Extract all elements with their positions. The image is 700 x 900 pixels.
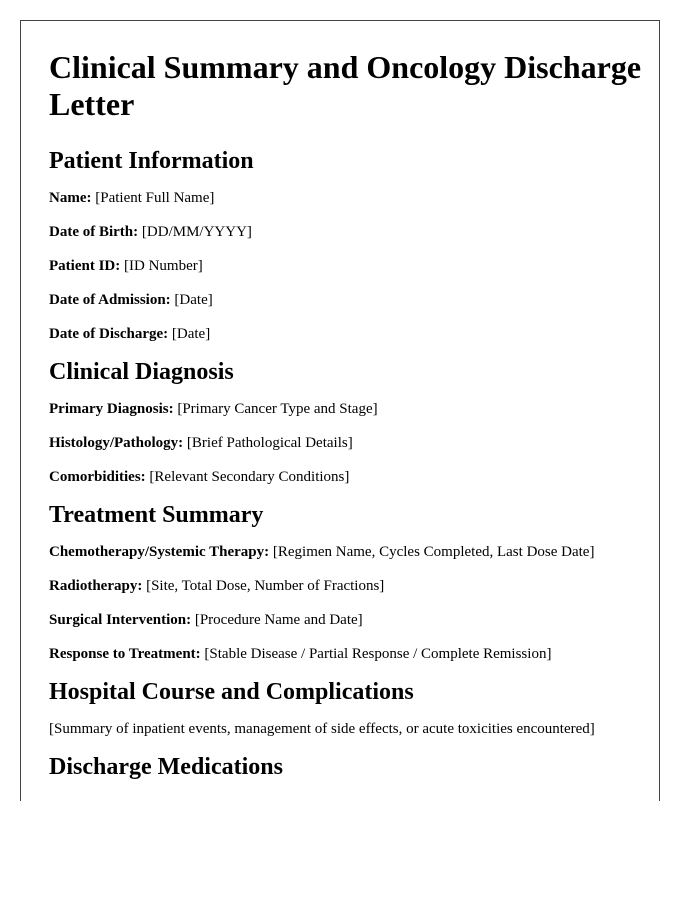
section-heading-hospital-course: Hospital Course and Complications (49, 679, 414, 705)
patient-information-section (49, 147, 649, 344)
field-radiotherapy (49, 577, 649, 596)
field-value: [Date] (171, 326, 211, 342)
field-patient-id (49, 257, 649, 276)
field-histology-pathology (49, 434, 649, 453)
field-date-of-birth (49, 223, 649, 242)
field-value: [ID Number] (124, 258, 203, 274)
field-label: Surgical Intervention: (49, 612, 192, 628)
field-value: [Stable Disease / Partial Response / Complete Remission] (204, 646, 552, 662)
field-date-of-admission (49, 291, 649, 310)
field-label: Comorbidities: (49, 469, 146, 485)
section-heading-treatment-summary: Treatment Summary (49, 502, 264, 528)
field-label: Primary Diagnosis: (49, 401, 174, 417)
section-heading-clinical-diagnosis: Clinical Diagnosis (49, 359, 234, 385)
section-heading-patient-information: Patient Information (49, 148, 254, 174)
letter-title: Clinical Summary and Oncology Discharge Letter (49, 49, 642, 122)
field-value: [Primary Cancer Type and Stage] (177, 401, 378, 417)
field-label: Patient ID: (49, 258, 121, 274)
field-label: Date of Admission: (49, 292, 171, 308)
field-value: [Brief Pathological Details] (186, 435, 353, 451)
field-response-to-treatment (49, 645, 649, 664)
field-surgical-intervention (49, 611, 649, 630)
field-label: Histology/Pathology: (49, 435, 184, 451)
hospital-course-section (49, 678, 649, 739)
field-value: [Site, Total Dose, Number of Fractions] (146, 578, 385, 594)
field-comorbidities (49, 468, 649, 487)
field-label: Date of Discharge: (49, 326, 169, 342)
field-name (49, 189, 649, 208)
field-value: [Patient Full Name] (95, 190, 215, 206)
clinical-diagnosis-section (49, 358, 649, 487)
field-value: [DD/MM/YYYY] (141, 224, 252, 240)
field-label: Response to Treatment: (49, 646, 201, 662)
field-value: [Date] (174, 292, 213, 308)
field-primary-diagnosis (49, 400, 649, 419)
section-heading-discharge-medications: Discharge Medications (49, 754, 283, 780)
field-value: [Relevant Secondary Conditions] (149, 469, 350, 485)
hospital-course-text: [Summary of inpatient events, management of side effects, or acute toxicities encountered] (49, 721, 595, 737)
treatment-summary-section (49, 501, 649, 664)
discharge-medications-section (49, 753, 649, 781)
field-label: Chemotherapy/Systemic Therapy: (49, 544, 270, 560)
document-page (20, 20, 660, 801)
field-value: [Procedure Name and Date] (194, 612, 363, 628)
field-value: [Regimen Name, Cycles Completed, Last Dose Date] (272, 544, 595, 560)
field-label: Name: (49, 190, 92, 206)
field-chemotherapy (49, 543, 649, 562)
letter-content (49, 49, 649, 795)
field-date-of-discharge (49, 325, 649, 344)
field-label: Radiotherapy: (49, 578, 143, 594)
field-label: Date of Birth: (49, 224, 139, 240)
